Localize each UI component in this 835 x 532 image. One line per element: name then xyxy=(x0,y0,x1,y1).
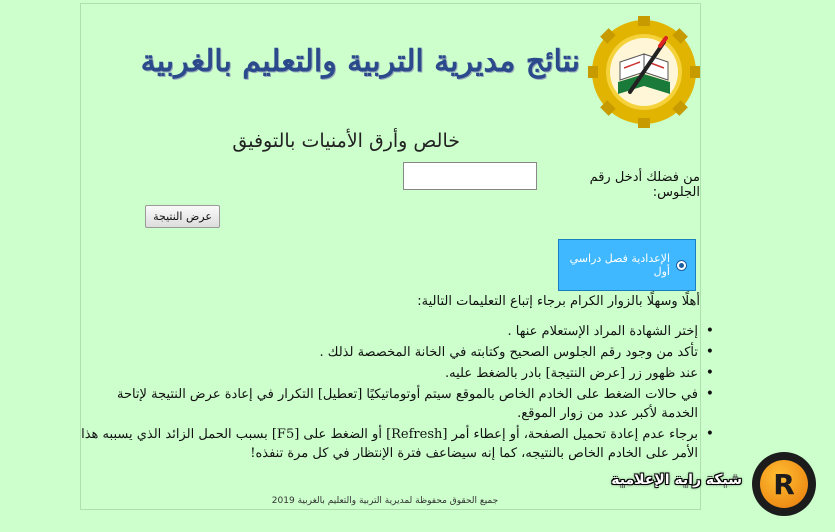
instruction-item: • إختر الشهادة المراد الإستعلام عنها . xyxy=(80,322,698,341)
watermark xyxy=(600,452,820,518)
page-title: نتائج مديرية التربية والتعليم بالغربية xyxy=(140,44,580,79)
radio-selected-icon[interactable] xyxy=(676,260,687,271)
watermark-logo-icon xyxy=(752,452,816,516)
instructions-list xyxy=(80,322,716,465)
copyright-footer: جميع الحقوق محفوظة لمديرية التربية والتعليم بالغربية 2019 xyxy=(271,496,499,506)
watermark-text: شبكة راية الإعلامية xyxy=(611,472,742,488)
seat-number-label: من فضلك أدخل رقم الجلوس: xyxy=(589,170,700,200)
instruction-item: • تأكد من وجود رقم الجلوس الصحيح وكتابته في الخانة المخصصة لذلك . xyxy=(80,343,698,362)
instructions-intro: أهلًا وسهلًا بالزوار الكرام برجاء إتباع التعليمات التالية: xyxy=(417,294,700,309)
instruction-item: • برجاء عدم إعادة تحميل الصفحة، أو إعطاء أمر [Refresh] أو الضغط على [F5] بسبب الحمل الزائد الذي يسببه هذا الأمر على الخادم الخاص بالنتيجه، كما إنه سيضاعف فترة الإنتظار في كل مرة تنفذه! xyxy=(80,425,698,463)
instruction-item: • عند ظهور زر [عرض النتيجة] بادر بالضغط عليه. xyxy=(80,364,698,383)
greeting-text: خالص وأرق الأمنيات بالتوفيق xyxy=(232,130,460,152)
stage-option-selected[interactable] xyxy=(558,239,696,291)
show-result-button[interactable]: عرض النتيجة xyxy=(145,205,220,228)
stage-option-label: الإعدادية فصل دراسي أول xyxy=(569,252,670,278)
instruction-item: • في حالات الضغط على الخادم الخاص بالموقع سيتم أوتوماتيكيًا [تعطيل] التكرار في إعادة عرض النتيجة لإتاحة الخدمة لأكبر عدد من زوار الموقع. xyxy=(80,385,698,423)
directorate-logo xyxy=(588,16,700,128)
seat-number-input[interactable] xyxy=(403,162,537,190)
watermark-letter: R xyxy=(760,460,808,508)
